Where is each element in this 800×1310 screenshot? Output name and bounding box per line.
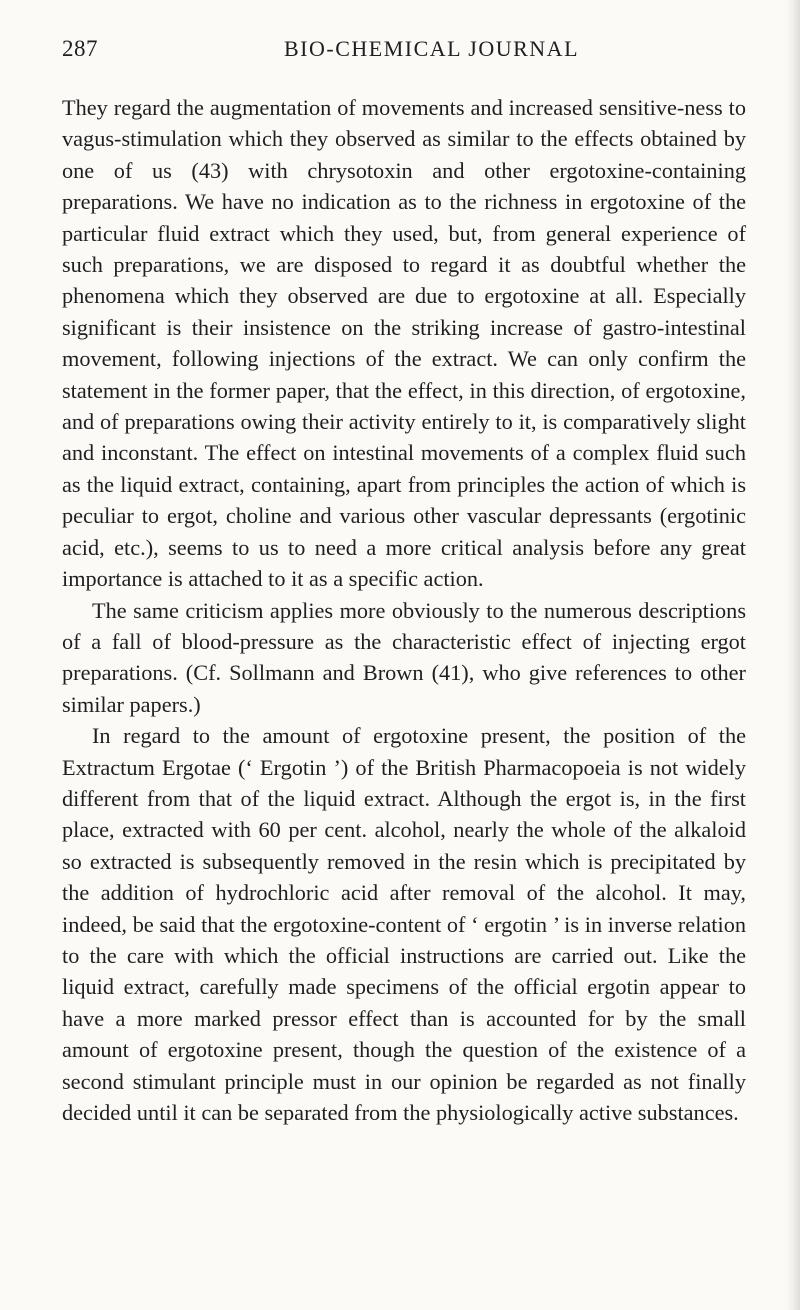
page-edge-shadow bbox=[786, 0, 800, 1310]
paragraph: In regard to the amount of ergotoxine present, the position of the Extractum Ergotae (‘ Ergotin ’) of the British Pharmacopoeia is not widely different from that of the liquid extract. Although the ergot is, in the first place, extracted with 60 per cent. alcohol, nearly the whole of the alkaloid so extracted is subsequently removed in the resin which is precipitated by the addition of hydrochloric acid after removal of the alcohol. It may, indeed, be said that the ergotoxine-content of ‘ ergotin ’ is in inverse relation to the care with which the official instructions are carried out. Like the liquid extract, carefully made specimens of the official ergotin appear to have a more marked pressor effect than is accounted for by the small amount of ergotoxine present, though the question of the existence of a second stimulant principle must in our opinion be regarded as not finally decided until it can be separated from the physiologically active substances. bbox=[62, 723, 746, 1125]
page-number: 287 bbox=[62, 36, 98, 61]
paragraph: They regard the augmentation of movements and increased sensitive-ness to vagus-stimulation which they observed as similar to the effects obtained by one of us (43) with chrysotoxin and other ergotoxine-containing preparations. We have no indication as to the richness in ergotoxine of the particular fluid extract which they used, but, from general experience of such preparations, we are disposed to regard it as doubtful whether the phenomena which they observed are due to ergotoxine at all. Especially significant is their insistence on the striking increase of gastro-intestinal movement, following injections of the extract. We can only confirm the statement in the former paper, that the effect, in this direction, of ergotoxine, and of preparations owing their activity entirely to it, is comparatively slight and inconstant. The effect on intestinal movements of a complex fluid such as the liquid extract, containing, apart from principles the action of which is peculiar to ergot, choline and various other vascular depressants (ergotinic acid, etc.), seems to us to need a more critical analysis before any great importance is attached to it as a specific action. bbox=[62, 95, 746, 592]
body-text bbox=[62, 92, 746, 1128]
page-header bbox=[62, 36, 746, 76]
paragraph: The same criticism applies more obviously to the numerous descriptions of a fall of blood-pressure as the characteristic effect of injecting ergot preparations. (Cf. Sollmann and Brown (41), who give references to other similar papers.) bbox=[62, 597, 746, 717]
running-head: BIO-CHEMICAL JOURNAL bbox=[284, 36, 580, 61]
